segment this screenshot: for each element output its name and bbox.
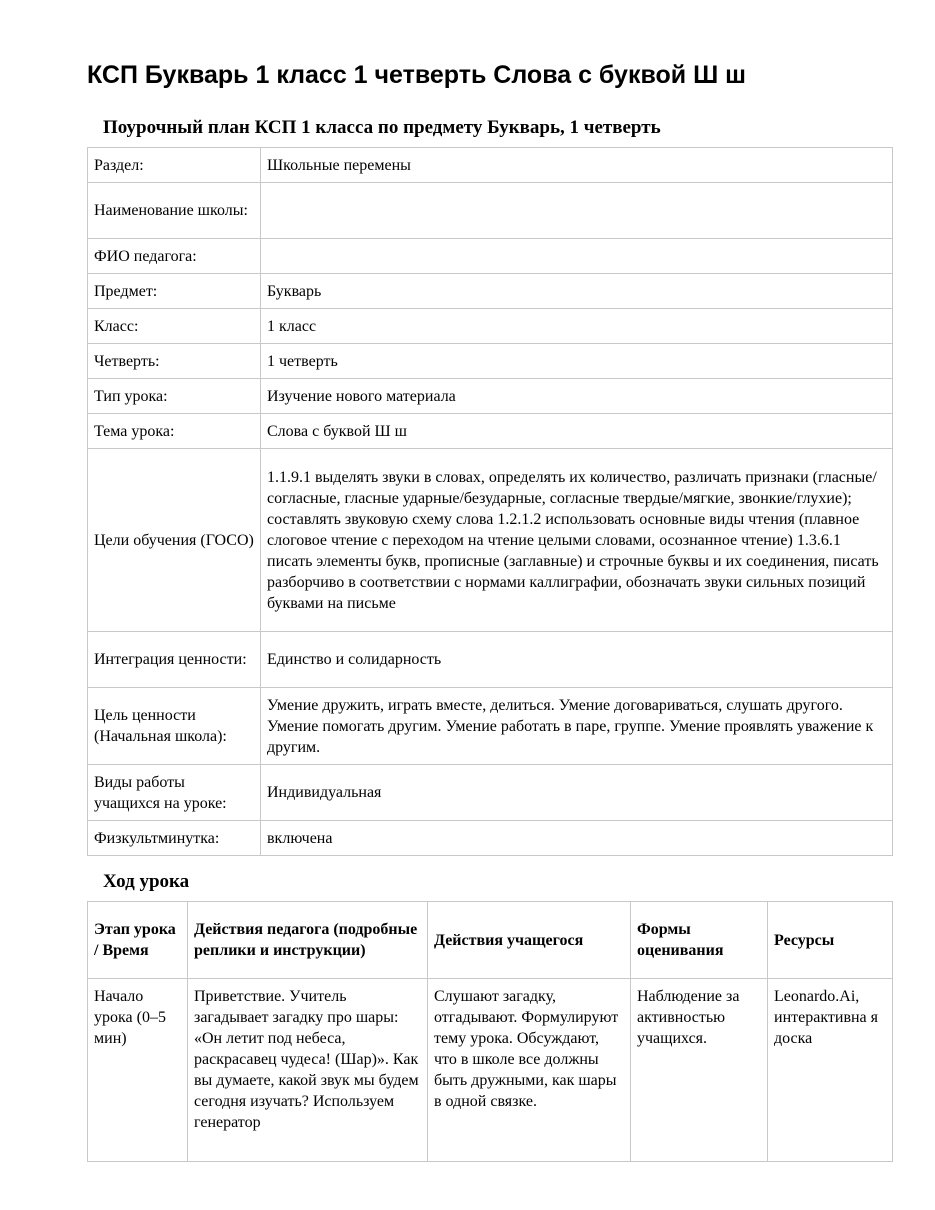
info-row-subject (88, 274, 893, 309)
info-label: Цели обучения (ГОСО) (88, 449, 261, 632)
info-row-school-name (88, 183, 893, 239)
cell-stage-time: Начало урока (0–5 мин) (88, 979, 188, 1162)
info-value: Школьные перемены (261, 148, 893, 183)
info-row-value-goal (88, 688, 893, 765)
info-row-lesson-topic (88, 414, 893, 449)
info-row-quarter (88, 344, 893, 379)
info-value: Единство и солидарность (261, 632, 893, 688)
plan-heading: Поурочный план КСП 1 класса по предмету Букварь, 1 четверть (103, 117, 661, 138)
info-row-value-integration (88, 632, 893, 688)
header-teacher-actions: Действия педагога (подробные реплики и инструкции) (188, 902, 428, 979)
info-value: 1 четверть (261, 344, 893, 379)
table-row (88, 979, 893, 1162)
info-label: Интеграция ценности: (88, 632, 261, 688)
lesson-flow-heading: Ход урока (103, 871, 190, 892)
info-row-work-types (88, 765, 893, 821)
page-title: КСП Букварь 1 класс 1 четверть Слова с буквой Ш ш (87, 61, 746, 89)
cell-assessment: Наблюдение за активностью учащихся. (631, 979, 768, 1162)
info-value: включена (261, 821, 893, 856)
header-stage-time: Этап урока / Время (88, 902, 188, 979)
info-label: Цель ценности (Начальная школа): (88, 688, 261, 765)
info-label: Класс: (88, 309, 261, 344)
info-label: Тип урока: (88, 379, 261, 414)
info-row-learning-goals (88, 449, 893, 632)
info-value: Букварь (261, 274, 893, 309)
lesson-flow-table (87, 901, 893, 1162)
info-row-teacher-name (88, 239, 893, 274)
info-value (261, 239, 893, 274)
info-row-grade (88, 309, 893, 344)
cell-teacher-actions: Приветствие. Учитель загадывает загадку про шары: «Он летит под небеса, раскрасавец чудеса! (Шар)». Как вы думаете, какой звук мы будем сегодня изучать? Используем генератор (188, 979, 428, 1162)
info-value (261, 183, 893, 239)
info-value: Изучение нового материала (261, 379, 893, 414)
header-student-actions: Действия учащегося (428, 902, 631, 979)
info-row-lesson-type (88, 379, 893, 414)
info-label: Раздел: (88, 148, 261, 183)
info-value: 1 класс (261, 309, 893, 344)
info-label: ФИО педагога: (88, 239, 261, 274)
info-value: Слова с буквой Ш ш (261, 414, 893, 449)
info-label: Тема урока: (88, 414, 261, 449)
lesson-table-header-row (88, 902, 893, 979)
info-label: Наименование школы: (88, 183, 261, 239)
info-label: Четверть: (88, 344, 261, 379)
header-assessment: Формы оценивания (631, 902, 768, 979)
cell-resources: Leonardo.Ai, интерактивна я доска (768, 979, 893, 1162)
lesson-info-table (87, 147, 893, 856)
info-row-physical-break (88, 821, 893, 856)
info-value: Индивидуальная (261, 765, 893, 821)
info-value: Умение дружить, играть вместе, делиться. Умение договариваться, слушать другого. Умение помогать другим. Умение работать в паре, группе. Умение проявлять уважение к другим. (261, 688, 893, 765)
info-label: Виды работы учащихся на уроке: (88, 765, 261, 821)
info-row-section (88, 148, 893, 183)
info-value: 1.1.9.1 выделять звуки в словах, определять их количество, различать признаки (гласные/ согласные, гласные ударные/безударные, согласные твердые/мягкие, звонкие/глухие); составлять звуковую схему слова 1.2.1.2 использовать основные виды чтения (плавное слоговое чтение с переходом на чтение целыми словами, осознанное чтение) 1.3.6.1 писать элементы букв, прописные (заглавные) и строчные буквы и их соединения, писать разборчиво в соответствии с нормами каллиграфии, обозначать звуки сильных позиций буквами на письме (261, 449, 893, 632)
info-label: Предмет: (88, 274, 261, 309)
cell-student-actions: Слушают загадку, отгадывают. Формулируют тему урока. Обсуждают, что в школе все должны быть дружными, как шары в одной связке. (428, 979, 631, 1162)
info-label: Физкультминутка: (88, 821, 261, 856)
header-resources: Ресурсы (768, 902, 893, 979)
